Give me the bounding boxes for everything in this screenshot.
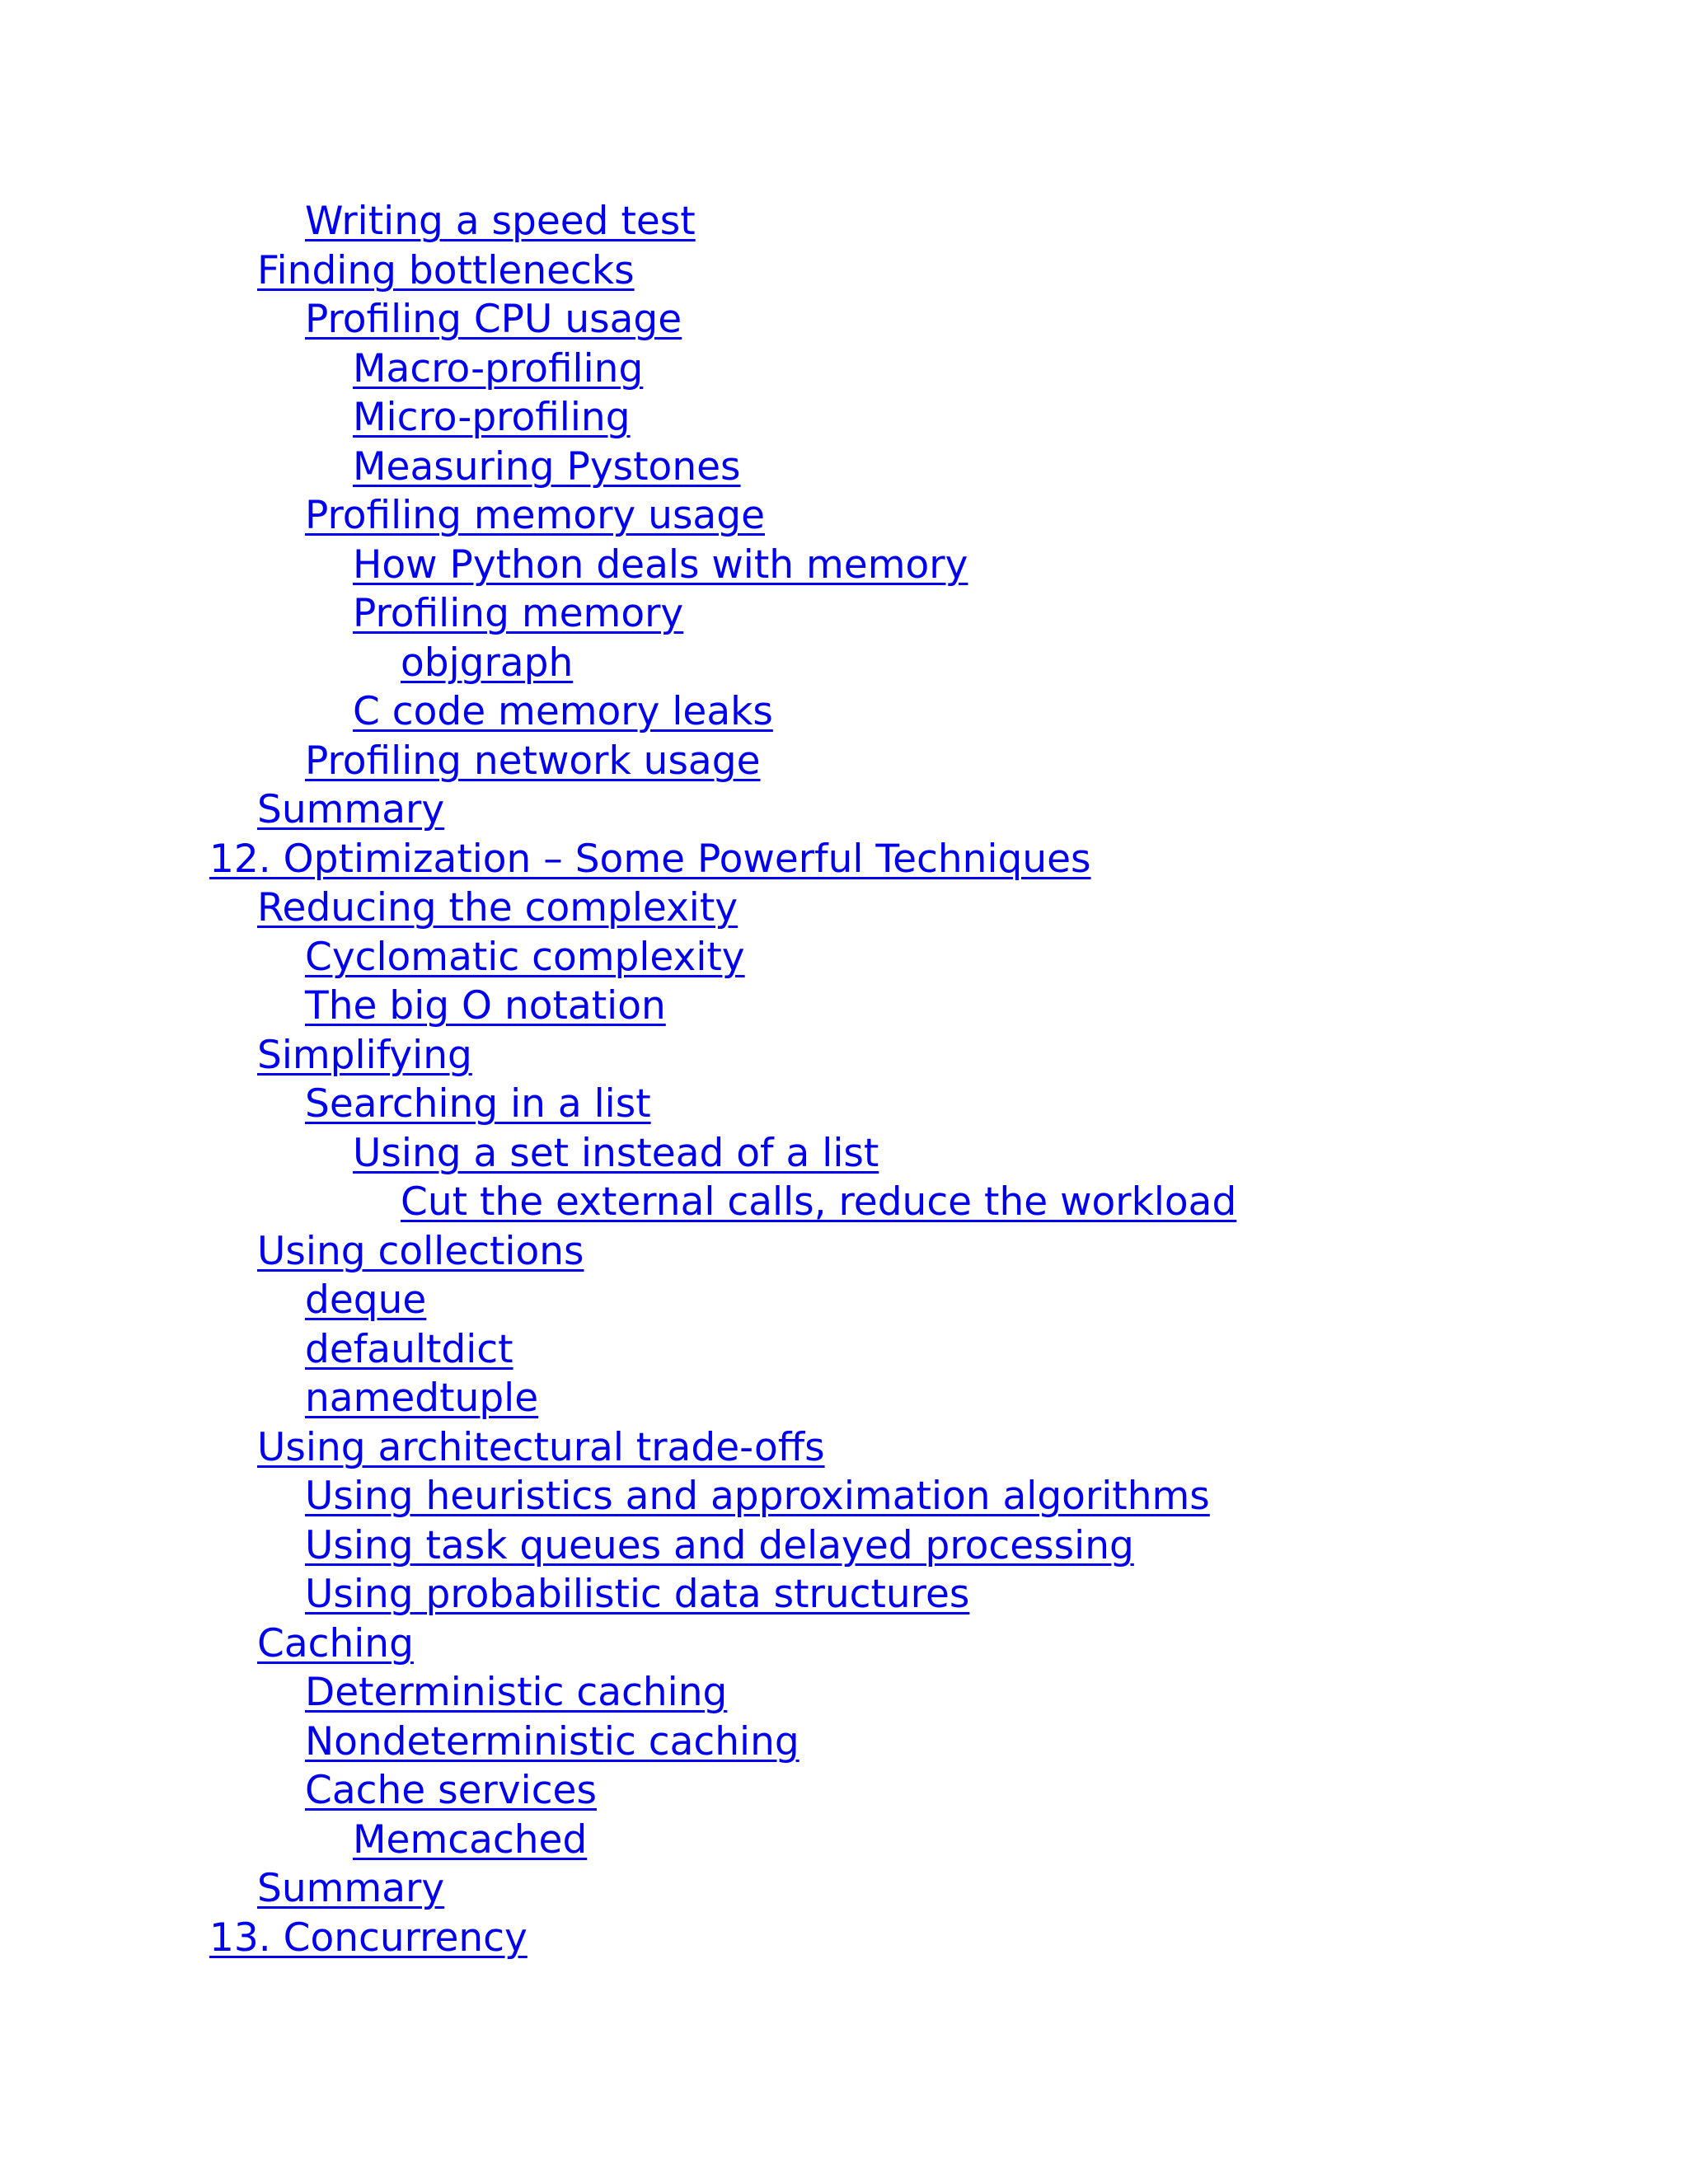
toc-link[interactable]: Cache services — [305, 1768, 597, 1813]
toc-link[interactable]: Micro-profiling — [353, 395, 631, 440]
toc-link[interactable]: Macro-profiling — [353, 346, 644, 391]
toc-link[interactable]: Profiling memory — [353, 591, 684, 636]
toc-link[interactable]: Summary — [257, 787, 445, 832]
toc-link[interactable]: 12. Optimization – Some Powerful Techniques — [209, 837, 1091, 882]
toc-link[interactable]: deque — [305, 1277, 427, 1323]
toc-link[interactable]: Profiling network usage — [305, 738, 761, 784]
toc-link[interactable]: defaultdict — [305, 1327, 513, 1372]
toc-link[interactable]: Using architectural trade-offs — [257, 1425, 825, 1470]
toc-link[interactable]: Memcached — [353, 1817, 588, 1863]
toc-link[interactable]: Using task queues and delayed processing — [305, 1523, 1134, 1568]
toc-link[interactable]: 13. Concurrency — [209, 1915, 528, 1961]
toc-link[interactable]: Simplifying — [257, 1033, 472, 1078]
toc-link[interactable]: Using collections — [257, 1229, 584, 1274]
toc-link[interactable]: Using heuristics and approximation algorithms — [305, 1474, 1210, 1519]
toc-link[interactable]: Cyclomatic complexity — [305, 935, 745, 980]
toc-link[interactable]: The big O notation — [305, 983, 666, 1029]
toc-link[interactable]: Caching — [257, 1621, 414, 1666]
toc-link[interactable]: Writing a speed test — [305, 199, 696, 244]
toc-link[interactable]: How Python deals with memory — [353, 542, 968, 588]
toc-link[interactable]: C code memory leaks — [353, 689, 773, 734]
toc-link[interactable]: objgraph — [401, 640, 574, 686]
toc-link[interactable]: Measuring Pystones — [353, 444, 741, 490]
toc-link[interactable]: Nondeterministic caching — [305, 1719, 799, 1765]
toc-link[interactable]: Using a set instead of a list — [353, 1131, 879, 1176]
toc-link[interactable]: Cut the external calls, reduce the workload — [401, 1179, 1237, 1225]
toc-link[interactable]: Profiling memory usage — [305, 493, 765, 538]
toc-link[interactable]: Profiling CPU usage — [305, 297, 682, 342]
toc-link[interactable]: Deterministic caching — [305, 1670, 728, 1715]
toc-link[interactable]: Summary — [257, 1866, 445, 1911]
toc-link[interactable]: Using probabilistic data structures — [305, 1572, 970, 1617]
toc-link[interactable]: namedtuple — [305, 1376, 539, 1421]
toc-link[interactable]: Searching in a list — [305, 1081, 651, 1127]
toc-link[interactable]: Finding bottlenecks — [257, 248, 635, 293]
toc-link[interactable]: Reducing the complexity — [257, 885, 738, 930]
